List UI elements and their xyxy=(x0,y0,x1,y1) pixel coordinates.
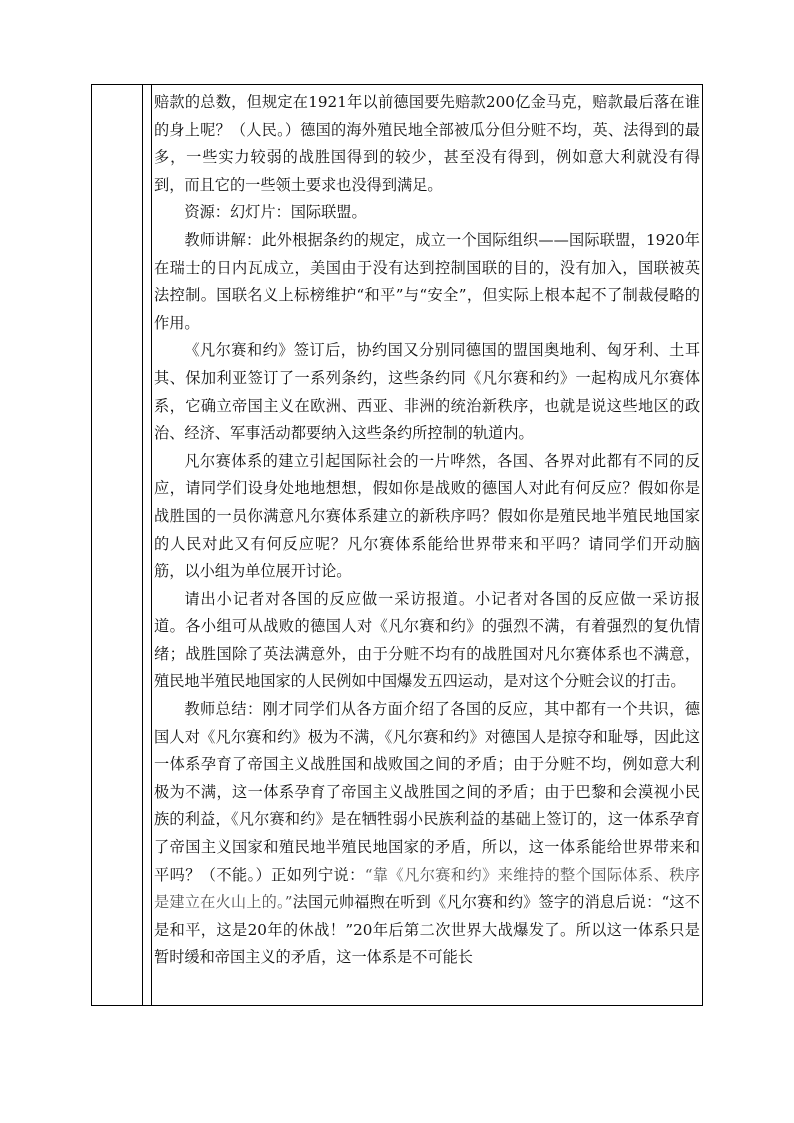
paragraph-reporter: 请出小记者对各国的反应做一采访报道。小记者对各国的反应做一采访报道。各小组可从战败的德国人对《凡尔赛和约》的强烈不满，有着强烈的复仇情绪；战胜国除了英法满意外，由于分赃不均有的战胜国对凡尔赛体系也不满意，殖民地半殖民地国家的人民例如中国爆发五四运动，是对这个分赃会议的打击。 xyxy=(154,589,700,691)
summary-text-1: 教师总结：刚才同学们从各方面介绍了各国的反应，其中都有一个共识，德国人对《凡尔赛和约》极为不满，《凡尔赛和约》对德国人是掠夺和耻辱，因此这一体系孕育了帝国主义战胜国和战败国之间的矛盾；由于分赃不均，例如意大利极为不满，这一体系孕育了帝国主义战胜国之间的矛盾；由于巴黎和会漠视小民族的利益，《凡尔赛和约》是在牺牲弱小民族利益的基础上签订的，这一体系孕育了帝国主义国家和殖民地半殖民地国家的矛盾，所以，这一体系能给世界带来和平吗？（不能。）正如列宁说： xyxy=(154,700,700,884)
paragraph-resource: 资源：幻灯片：国际联盟。 xyxy=(184,203,367,222)
table-column-narrow xyxy=(143,85,152,1005)
paragraph-discussion: 凡尔赛体系的建立引起国际社会的一片哗然，各国、各界对此都有不同的反应，请同学们设身处地地想想，假如你是战败的德国人对此有何反应？假如你是战胜国的一员你满意凡尔赛体系建立的新秩序吗？假如你是殖民地半殖民地国家的人民对此又有何反应呢？凡尔赛体系能给世界带来和平吗？请同学们开动脑筋，以小组为单位展开讨论。 xyxy=(154,451,700,581)
summary-text-2: 法国元帅福煦在听到《凡尔赛和约》签字的消息后说：“这不是和平，这是20年的休战！”20年后第二次世界大战爆发了。所以这一体系只是暂时缓和帝国主义的矛盾，这一体系是不可能长 xyxy=(154,893,700,967)
table-column-left xyxy=(92,85,143,1005)
paragraph-versailles-system: 《凡尔赛和约》签订后，协约国又分别同德国的盟国奥地利、匈牙利、土耳其、保加利亚签订了一系列条约，这些条约同《凡尔赛和约》一起构成凡尔赛体系，它确立帝国主义在欧洲、西亚、非洲的统治新秩序，也就是说这些地区的政治、经济、军事活动都要纳入这些条约所控制的轨道内。 xyxy=(154,341,700,443)
lenin-quote: “靠《凡尔赛和约》来维持的整个国际体系、秩序是建立在火山上的。” xyxy=(154,865,700,912)
lesson-table xyxy=(91,84,703,1006)
table-content-cell xyxy=(154,89,700,972)
paragraph-league-of-nations: 教师讲解：此外根据条约的规定，成立一个国际组织——国际联盟，1920年在瑞士的日内瓦成立，美国由于没有达到控制国联的目的，没有加入，国联被英法控制。国联名义上标榜维护“和平”与“安全”，但实际上根本起不了制裁侵略的作用。 xyxy=(154,230,700,332)
paragraph-reparations: 赔款的总数，但规定在1921年以前德国要先赔款200亿金马克，赔款最后落在谁的身上呢？（人民。）德国的海外殖民地全部被瓜分但分赃不均，英、法得到的最多，一些实力较弱的战胜国得到的较少，甚至没有得到，例如意大利就没有得到，而且它的一些领土要求也没得到满足。 xyxy=(154,93,700,194)
paragraph-teacher-summary xyxy=(154,696,700,972)
